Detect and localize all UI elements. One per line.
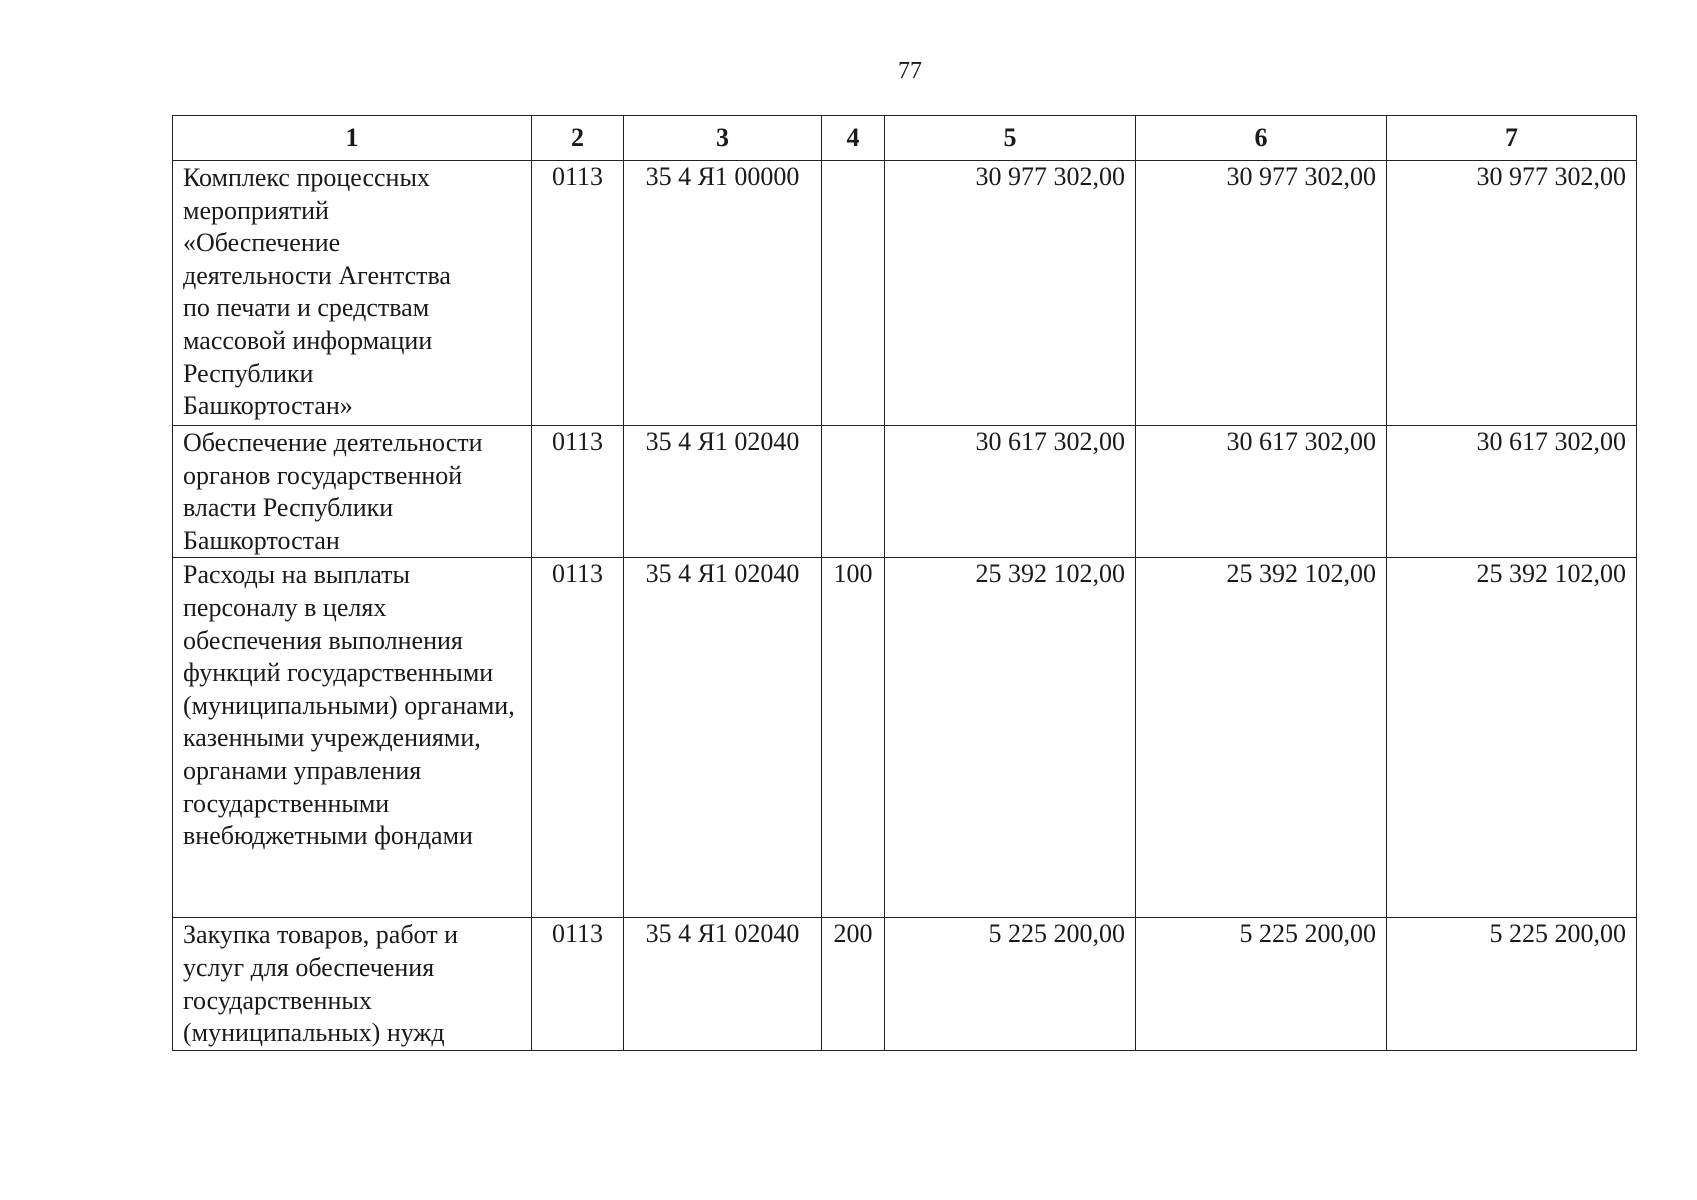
target-code: 35 4 Я1 02040	[624, 558, 822, 918]
target-code: 35 4 Я1 02040	[624, 426, 822, 558]
target-code: 35 4 Я1 00000	[624, 161, 822, 426]
table-row	[173, 558, 1637, 918]
amount-2: 30 977 302,00	[1136, 161, 1387, 426]
expense-type	[822, 161, 885, 426]
section-code: 0113	[532, 161, 624, 426]
item-name: Закупка товаров, работ и услуг для обеспечения государственных (муниципальных) нужд	[173, 918, 532, 1050]
table-row	[173, 161, 1637, 426]
amount-3: 25 392 102,00	[1387, 558, 1637, 918]
table-row	[173, 426, 1637, 558]
expense-type: 200	[822, 918, 885, 1050]
section-code: 0113	[532, 918, 624, 1050]
amount-1: 25 392 102,00	[885, 558, 1136, 918]
column-header: 4	[822, 116, 885, 161]
amount-3: 30 977 302,00	[1387, 161, 1637, 426]
column-header: 1	[173, 116, 532, 161]
expense-type	[822, 426, 885, 558]
section-code: 0113	[532, 558, 624, 918]
item-name: Комплекс процессных мероприятий «Обеспечение деятельности Агентства по печати и средствам массовой информации Республики Башкортостан»	[173, 161, 532, 426]
amount-1: 30 977 302,00	[885, 161, 1136, 426]
amount-2: 5 225 200,00	[1136, 918, 1387, 1050]
table-row	[173, 918, 1637, 1050]
budget-table	[172, 115, 1637, 1051]
column-header: 3	[624, 116, 822, 161]
column-header: 6	[1136, 116, 1387, 161]
column-header: 7	[1387, 116, 1637, 161]
column-header: 5	[885, 116, 1136, 161]
column-header: 2	[532, 116, 624, 161]
item-name: Обеспечение деятельности органов государственной власти Республики Башкортостан	[173, 426, 532, 558]
amount-3: 30 617 302,00	[1387, 426, 1637, 558]
amount-2: 25 392 102,00	[1136, 558, 1387, 918]
target-code: 35 4 Я1 02040	[624, 918, 822, 1050]
expense-type: 100	[822, 558, 885, 918]
amount-2: 30 617 302,00	[1136, 426, 1387, 558]
amount-3: 5 225 200,00	[1387, 918, 1637, 1050]
page-number: 77	[898, 58, 922, 84]
item-name: Расходы на выплаты персоналу в целях обеспечения выполнения функций государственными (муниципальными) органами, казенными учреждениями, органами управления государственными внебюджетными фондами	[173, 558, 532, 918]
section-code: 0113	[532, 426, 624, 558]
header-row	[173, 116, 1637, 161]
amount-1: 5 225 200,00	[885, 918, 1136, 1050]
amount-1: 30 617 302,00	[885, 426, 1136, 558]
